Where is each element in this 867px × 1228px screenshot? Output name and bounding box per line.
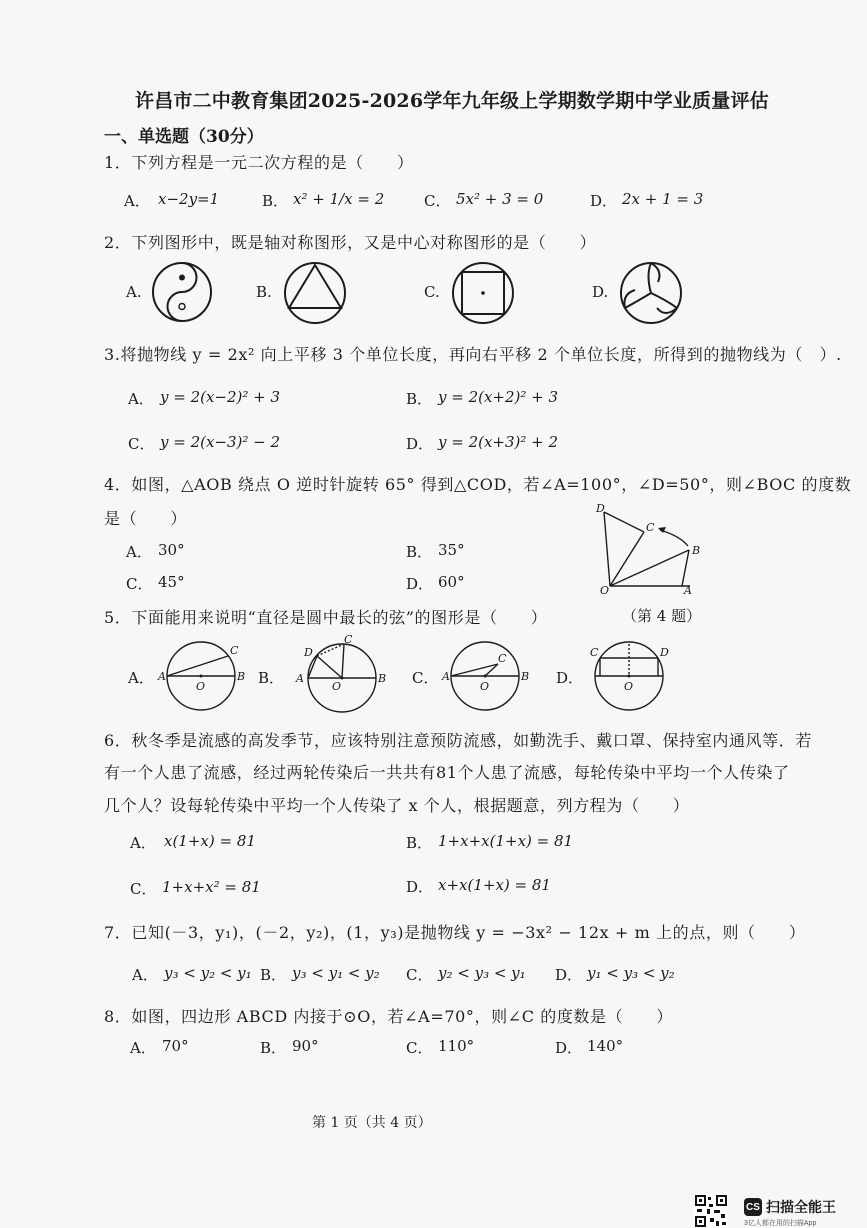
q4-option-a: 30°: [158, 541, 185, 559]
q5c-label-a: A: [442, 670, 450, 683]
rotation-figure: [592, 500, 712, 600]
q5b-label-b: B: [378, 672, 387, 685]
q5-figure-c: [440, 640, 530, 710]
q3-option-a-label: A．: [128, 390, 154, 408]
q4-option-b-label: B．: [406, 543, 433, 561]
q7-option-b: y₃ < y₁ < y₂: [292, 964, 380, 982]
q7-option-d-label: D．: [555, 966, 583, 984]
question-6-line2: 有一个人患了流感，经过两轮传染后一共共有81个人患了流感，每轮传染中平均一个人传染了: [104, 763, 790, 782]
q4-option-d: 60°: [438, 573, 465, 591]
three-swirl-figure: [618, 260, 684, 326]
q5-option-c-label: C．: [412, 669, 439, 687]
q6-option-b-label: B．: [406, 834, 433, 852]
q6-option-c-label: C．: [130, 880, 157, 898]
question-1-stem: 1．下列方程是一元二次方程的是（ ）: [104, 153, 414, 172]
circle-triangle-figure: [282, 260, 348, 326]
question-2-stem: 2．下列图形中，既是轴对称图形，又是中心对称图形的是（ ）: [104, 233, 597, 252]
q6-option-a-label: A．: [130, 834, 156, 852]
q6-option-a: x(1+x) = 81: [164, 832, 256, 850]
q3-option-d: y = 2(x+3)² + 2: [438, 433, 559, 451]
q4-fig-label-c: C: [646, 521, 655, 534]
q8-option-a-label: A．: [130, 1039, 156, 1057]
q4-fig-label-b: B: [692, 544, 701, 557]
circle-square-figure: [450, 260, 516, 326]
q4-caption: （第 4 题）: [622, 607, 702, 625]
q5-figure-b: [294, 633, 390, 712]
q4-option-c: 45°: [158, 573, 185, 591]
section-heading: 一、单选题（30分）: [104, 127, 264, 147]
page-title: 许昌市二中教育集团2025-2026学年九年级上学期数学期中学业质量评估: [135, 90, 769, 112]
q8-option-c: 110°: [438, 1037, 475, 1055]
q3-option-d-label: D．: [406, 435, 434, 453]
q5-option-a-label: A．: [128, 669, 154, 687]
page-footer: 第 1 页（共 4 页）: [312, 1115, 432, 1131]
q6-option-b: 1+x+x(1+x) = 81: [438, 832, 574, 850]
q4-fig-label-a: A: [684, 584, 692, 597]
q8-option-d: 140°: [587, 1037, 624, 1055]
q5c-label-o: O: [480, 680, 490, 693]
q7-option-d: y₁ < y₃ < y₂: [587, 964, 675, 982]
scanner-brand-name: 扫描全能王: [766, 1199, 836, 1215]
q6-option-d: x+x(1+x) = 81: [438, 876, 551, 894]
question-6-line3: 几个人？设每轮传染中平均一个人传染了 x 个人，根据题意，列方程为（ ）: [104, 796, 690, 815]
q3-option-a: y = 2(x−2)² + 3: [160, 388, 281, 406]
question-3-stem: 3.将抛物线 y = 2x² 向上平移 3 个单位长度，再向右平移 2 个单位长度，所得到的抛物线为（ ）.: [104, 345, 842, 364]
question-8-stem: 8．如图，四边形 ABCD 内接于⊙O，若∠A=70°，则∠C 的度数是（ ）: [104, 1007, 674, 1026]
q6-option-d-label: D．: [406, 878, 434, 896]
q4-option-a-label: A．: [126, 543, 152, 561]
q5-option-d-label: D．: [556, 669, 584, 687]
q8-option-b: 90°: [292, 1037, 319, 1055]
q5a-label-b: B: [237, 670, 246, 683]
q5b-label-d: D: [304, 646, 313, 659]
q1-option-b: x² + 1/x = 2: [293, 190, 385, 208]
q8-option-b-label: B．: [260, 1039, 287, 1057]
q1-option-d-label: D．: [590, 192, 618, 210]
camscanner-logo-icon: CS: [744, 1198, 762, 1216]
q8-option-c-label: C．: [406, 1039, 433, 1057]
qr-code-icon: [694, 1194, 728, 1228]
q3-option-b: y = 2(x+2)² + 3: [438, 388, 559, 406]
q5a-label-c: C: [230, 644, 239, 657]
q5a-label-o: O: [196, 680, 206, 693]
q4-option-d-label: D．: [406, 575, 434, 593]
question-4-stem-line2: 是（ ）: [104, 509, 188, 528]
q4-fig-label-d: D: [596, 502, 605, 515]
q5b-label-c: C: [344, 633, 353, 646]
q2-option-c-label: C.: [424, 283, 440, 301]
q3-option-c: y = 2(x−3)² − 2: [160, 433, 281, 451]
q5-option-b-label: B．: [258, 669, 285, 687]
q4-fig-label-o: O: [600, 584, 610, 597]
scanner-tagline: 3亿人都在用的扫描App: [744, 1220, 817, 1227]
q5b-label-o: O: [332, 680, 342, 693]
q5c-label-b: B: [521, 670, 530, 683]
question-7-stem: 7．已知(－3，y₁)，(－2，y₂)，(1，y₃)是抛物线 y = −3x² − 12x + m 上的点，则（ ）: [104, 923, 806, 942]
q2-option-b-label: B.: [256, 283, 272, 301]
q5d-label-d: D: [660, 646, 669, 659]
q5d-label-c: C: [590, 646, 599, 659]
q5c-label-c: C: [498, 652, 507, 665]
q1-option-c-label: C．: [424, 192, 451, 210]
q5-figure-d: [584, 640, 674, 710]
question-6-line1: 6．秋冬季是流感的高发季节，应该特别注意预防流感，如勤洗手、戴口罩、保持室内通风等．若: [104, 731, 812, 750]
q1-option-a-label: A．: [124, 192, 150, 210]
q7-option-b-label: B．: [260, 966, 287, 984]
q5a-label-a: A: [158, 670, 166, 683]
question-4-stem-line1: 4．如图，△AOB 绕点 O 逆时针旋转 65° 得到△COD，若∠A=100°，∠D=50°，则∠BOC 的度数: [104, 475, 852, 494]
q1-option-a: x−2y=1: [158, 190, 220, 208]
q5d-label-o: O: [624, 680, 634, 693]
question-5-stem: 5．下面能用来说明“直径是圆中最长的弦”的图形是（ ）: [104, 608, 548, 627]
q8-option-d-label: D．: [555, 1039, 583, 1057]
q7-option-a-label: A．: [132, 966, 158, 984]
q4-option-c-label: C．: [126, 575, 153, 593]
yin-yang-figure: [150, 260, 214, 324]
q7-option-c-label: C．: [406, 966, 433, 984]
q7-option-c: y₂ < y₃ < y₁: [438, 964, 526, 982]
q7-option-a: y₃ < y₂ < y₁: [164, 964, 252, 982]
q5b-label-a: A: [296, 672, 304, 685]
q8-option-a: 70°: [162, 1037, 189, 1055]
q6-option-c: 1+x+x² = 81: [162, 878, 261, 896]
q1-option-b-label: B．: [262, 192, 289, 210]
q4-option-b: 35°: [438, 541, 465, 559]
q2-option-a-label: A.: [126, 283, 142, 301]
q3-option-c-label: C．: [128, 435, 155, 453]
q1-option-c: 5x² + 3 = 0: [456, 190, 544, 208]
q3-option-b-label: B．: [406, 390, 433, 408]
q2-option-d-label: D.: [592, 283, 609, 301]
q1-option-d: 2x + 1 = 3: [622, 190, 704, 208]
q5-figure-a: [156, 640, 246, 710]
